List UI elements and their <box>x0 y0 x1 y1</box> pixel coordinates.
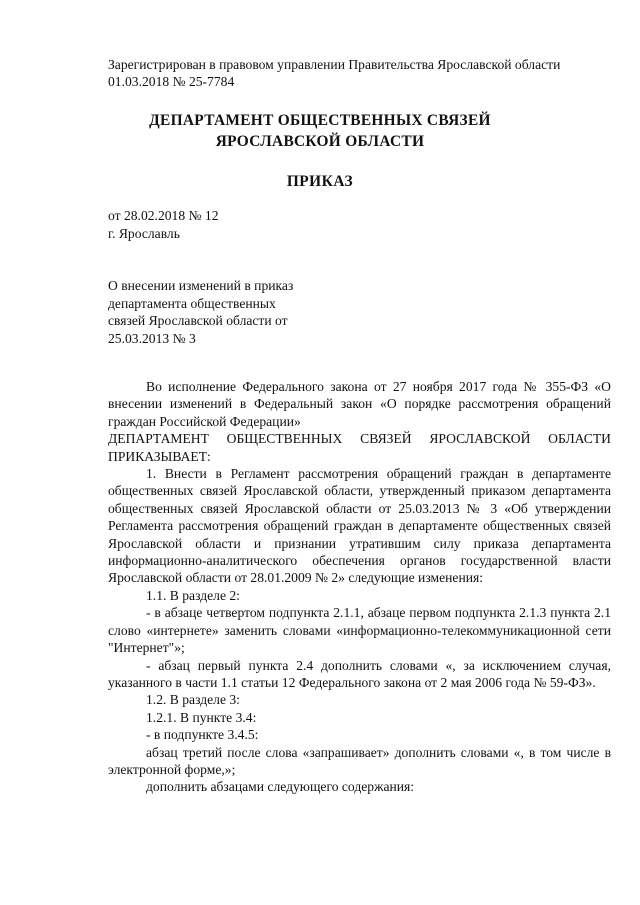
document-type: ПРИКАЗ <box>286 173 354 190</box>
paragraph-preamble: Во исполнение Федерального закона от 27 ноября 2017 года № 355-ФЗ «О внесении изменений в Федеральный закон «О порядке рассмотрения обращений граждан Российской Федерации» <box>108 379 611 429</box>
paragraph-add-abzacs: дополнить абзацами следующего содержания: <box>146 779 415 795</box>
paragraph-item-1: 1. Внести в Регламент рассмотрения обращений граждан в департаменте общественных связей Ярославской области, утвержденный приказом департамента общественных связей Ярославской области от 25.03.2013 № 3 «Об утверждении Регламента рассмотрения обращений граждан в департаменте общественных связей Ярославской области и признании утратившим силу приказа департамента информационно-аналитического обеспечения органов государственной власти Ярославской области от 28.01.2009 № 2» следующие изменения: <box>108 466 611 586</box>
paragraph-item-1-2-1: 1.2.1. В пункте 3.4: <box>146 709 257 725</box>
department-title-line-2: ЯРОСЛАВСКОЙ ОБЛАСТИ <box>215 133 425 150</box>
subject-line-1: О внесении изменений в приказ <box>108 278 294 293</box>
paragraph-item-1-1-b: - абзац первый пункта 2.4 дополнить словами «, за исключением случая, указанного в части 1.1 статьи 12 Федерального закона от 2 мая 2006 года № 59-ФЗ». <box>108 657 611 690</box>
paragraph-abzac-3: абзац третий после слова «запрашивает» дополнить словами «, в том числе в электронной форме,»; <box>108 744 611 777</box>
registration-line-2: 01.03.2018 № 25-7784 <box>108 74 235 89</box>
order-body <box>108 378 611 796</box>
subject-line-4: 25.03.2013 № 3 <box>108 330 196 346</box>
paragraph-item-1-1-a: - в абзаце четвертом подпункта 2.1.1, абзаце первом подпункта 2.1.3 пункта 2.1 слово «интернете» заменить словами «информационно-телекоммуникационной сети "Интернет"»; <box>108 605 611 656</box>
department-title <box>0 110 640 152</box>
registration-line-1: Зарегистрирован в правовом управлении Правительства Ярославской области <box>108 57 561 72</box>
paragraph-orders: ДЕПАРТАМЕНТ ОБЩЕСТВЕННЫХ СВЯЗЕЙ ЯРОСЛАВСКОЙ ОБЛАСТИ ПРИКАЗЫВАЕТ: <box>108 431 611 464</box>
paragraph-item-1-1: 1.1. В разделе 2: <box>146 587 240 603</box>
paragraph-item-1-2: 1.2. В разделе 3: <box>146 692 240 708</box>
order-date-number: от 28.02.2018 № 12 <box>108 208 219 223</box>
registration-note <box>108 56 613 90</box>
order-city: г. Ярославль <box>108 225 180 241</box>
paragraph-item-3-4-5: - в подпункте 3.4.5: <box>146 727 259 743</box>
subject-line-3: связей Ярославской области от <box>108 313 288 328</box>
subject-line-2: департамента общественных <box>108 295 276 311</box>
department-title-line-1: ДЕПАРТАМЕНТ ОБЩЕСТВЕННЫХ СВЯЗЕЙ <box>149 112 491 129</box>
order-meta <box>108 207 219 242</box>
order-subject <box>108 277 348 347</box>
